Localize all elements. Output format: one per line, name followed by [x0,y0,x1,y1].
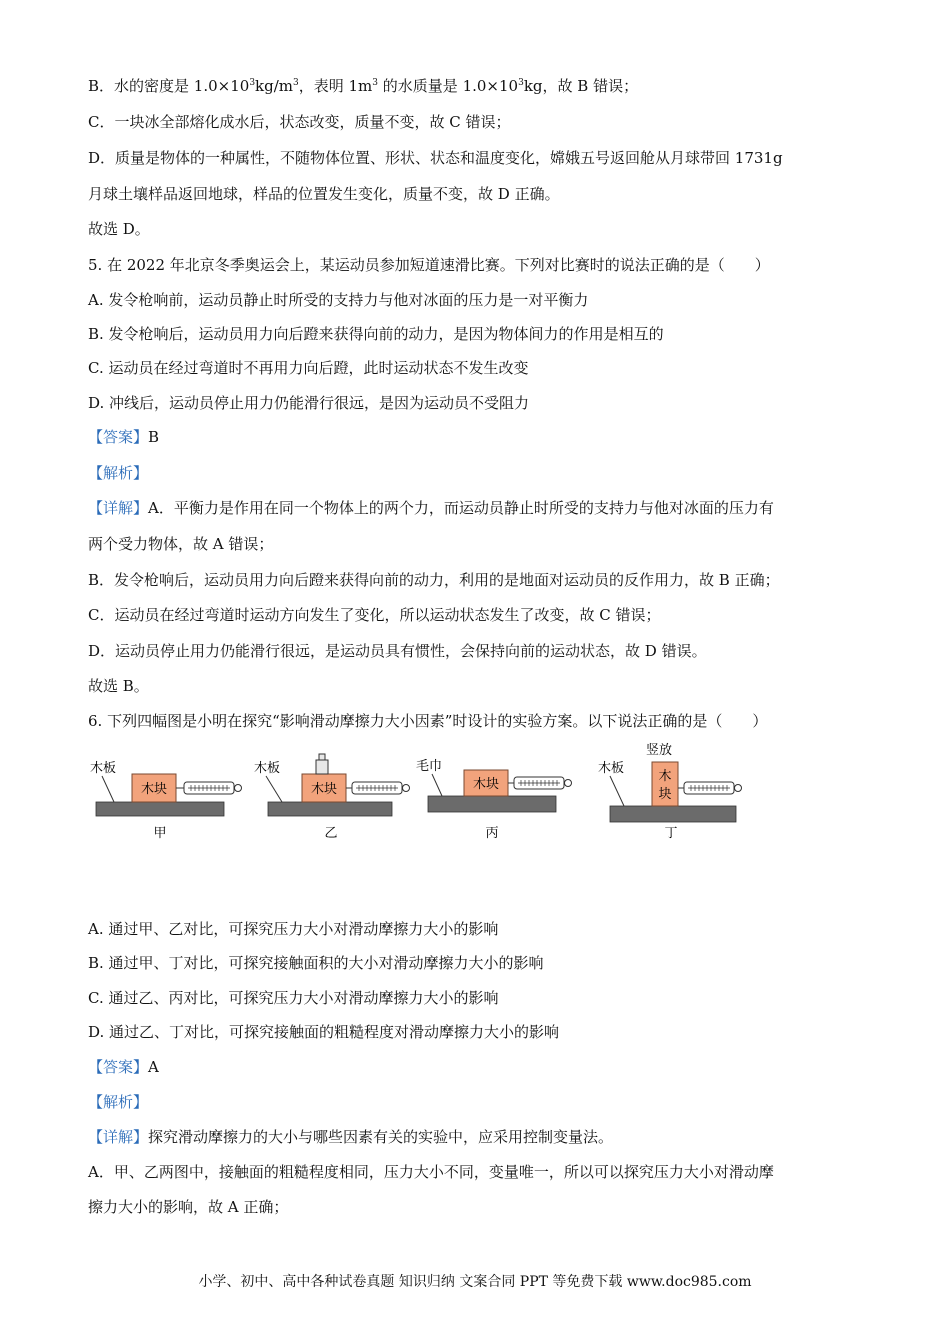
text-line: 故选 D。 [88,220,150,238]
text-line: 擦力大小的影响，故 A 正确； [88,1198,289,1216]
block-label: 块 [658,786,672,801]
text-line: 故选 B。 [88,677,149,695]
text-line: B．水的密度是 $1.0\times 10^3kg/m^3$，表明 $1m^3$ 的水质量是 $1.0\times 10^3kg$，故 B 错误； [88,77,639,95]
board [610,806,736,822]
text-line: B．发令枪响后，运动员用力向后蹬来获得向前的动力，利用的是地面对运动员的反作用力，故 B 正确； [88,571,780,589]
weight [316,754,328,774]
figure-caption: 丁 [664,825,678,840]
surface-label: 木板 [598,760,625,775]
figure-ding [598,742,742,840]
text-line: 两个受力物体，故 A 错误； [88,535,274,553]
board [268,802,392,816]
q5-detail: 【详解】A．平衡力是作用在同一个物体上的两个力，而运动员静止时所受的支持力与他对冰面的压力有 [88,499,774,517]
spring-scale [352,782,410,794]
q6-detail: 【详解】探究滑动摩擦力的大小与哪些因素有关的实验中，应采用控制变量法。 [88,1128,614,1146]
block-label: 木块 [472,776,500,791]
figure-jia [90,760,242,840]
label-pointer [610,776,624,806]
q5-analysis-tag: 【解析】 [88,464,149,482]
surface-label: 木板 [90,760,117,775]
orientation-label: 竖放 [646,742,673,757]
text-line: 月球土壤样品返回地球，样品的位置发生变化，质量不变，故 D 正确。 [88,185,560,203]
surface-label: 毛巾 [416,758,443,773]
surface-label: 木板 [254,760,281,775]
label-pointer [266,776,282,802]
figure-yi [254,754,410,840]
q6-analysis-tag: 【解析】 [88,1093,149,1111]
text-line: D．运动员停止用力仍能滑行很远，是运动员具有惯性，会保持向前的运动状态，故 D 错误。 [88,642,707,660]
board [428,796,556,812]
label-pointer [432,774,442,796]
q5-answer: 【答案】B [88,428,160,446]
q6-option-d: D. 通过乙、丁对比，可探究接触面的粗糙程度对滑动摩擦力大小的影响 [88,1023,560,1041]
q5-option-b: B. 发令枪响后，运动员用力向后蹬来获得向前的动力，是因为物体间力的作用是相互的 [88,325,664,343]
spring-scale [684,782,742,794]
page-footer: 小学、初中、高中各种试卷真题 知识归纳 文案合同 PPT 等免费下载 www.doc985.com [198,1274,752,1290]
question-6-stem: 6. 下列四幅图是小明在探究“影响滑动摩擦力大小因素”时设计的实验方案。以下说法正确的是（ ） [88,712,768,730]
text-line: C．运动员在经过弯道时运动方向发生了变化，所以运动状态发生了改变，故 C 错误； [88,606,661,624]
q5-option-c: C. 运动员在经过弯道时不再用力向后蹬，此时运动状态不发生改变 [88,359,529,377]
friction-experiment-diagram [88,740,768,850]
figure-caption: 丙 [485,825,499,840]
spring-scale [514,777,572,789]
block-label: 木块 [310,781,338,796]
q6-option-c: C. 通过乙、丙对比，可探究压力大小对滑动摩擦力大小的影响 [88,989,499,1007]
figure-bing [416,758,572,840]
q6-answer: 【答案】A [88,1058,159,1076]
label-pointer [102,776,114,802]
text-line: D．质量是物体的一种属性，不随物体位置、形状、状态和温度变化，嫦娥五号返回舱从月球带回 1731g [88,149,783,167]
figure-caption: 乙 [324,825,338,840]
q5-option-a: A. 发令枪响前，运动员静止时所受的支持力与他对冰面的压力是一对平衡力 [88,291,589,309]
block-label: 木块 [140,781,168,796]
spring-scale [184,782,242,794]
figure-caption: 甲 [153,825,167,840]
q6-option-a: A. 通过甲、乙对比，可探究压力大小对滑动摩擦力大小的影响 [88,920,499,938]
question-5-stem: 5. 在 2022 年北京冬季奥运会上，某运动员参加短道速滑比赛。下列对比赛时的说法正确的是（ ） [88,256,770,274]
block-label: 木 [658,768,672,783]
text-line: A．甲、乙两图中，接触面的粗糙程度相同，压力大小不同，变量唯一，所以可以探究压力大小对滑动摩 [88,1163,774,1181]
q5-option-d: D. 冲线后，运动员停止用力仍能滑行很远，是因为运动员不受阻力 [88,394,530,412]
text-line: C．一块冰全部熔化成水后，状态改变，质量不变，故 C 错误； [88,113,511,131]
q6-option-b: B. 通过甲、丁对比，可探究接触面积的大小对滑动摩擦力大小的影响 [88,954,544,972]
board [96,802,224,816]
